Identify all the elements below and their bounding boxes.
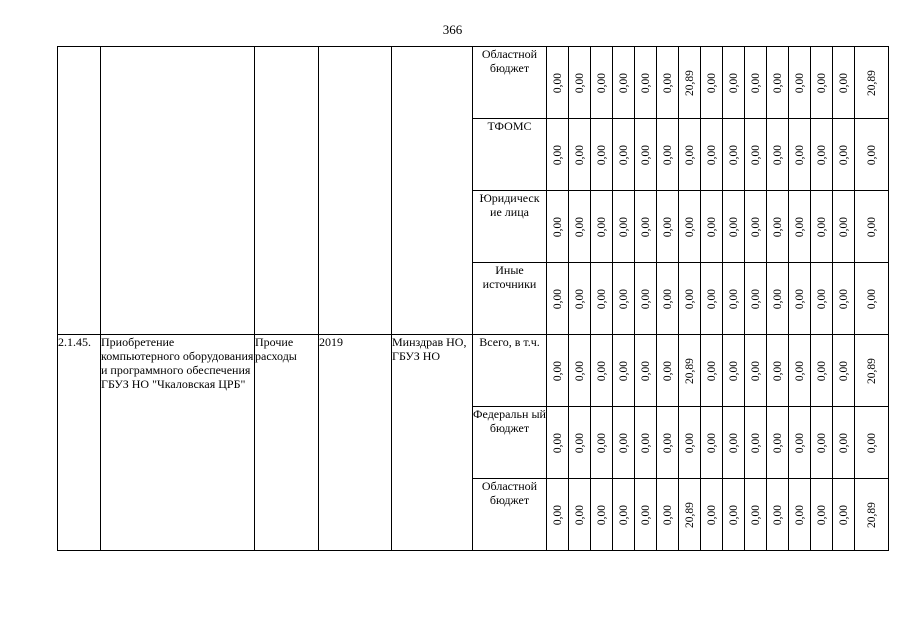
- value-text: 0,00: [617, 72, 630, 93]
- value-cell: [679, 119, 701, 191]
- value-cell: [591, 191, 613, 263]
- value-text: 20,89: [683, 69, 696, 96]
- value-cell: [855, 407, 889, 479]
- funding-source: Юридическ ие лица: [473, 191, 547, 263]
- funding-source: ТФОМС: [473, 119, 547, 191]
- continuation-cell: [392, 47, 473, 335]
- value-cell: [723, 407, 745, 479]
- value-cell: [635, 479, 657, 551]
- value-cell: [723, 479, 745, 551]
- value-text: 0,00: [683, 432, 696, 453]
- value-cell: [789, 479, 811, 551]
- value-text: 0,00: [661, 288, 674, 309]
- value-cell: [811, 119, 833, 191]
- value-text: 0,00: [727, 432, 740, 453]
- funding-source: Областной бюджет: [473, 479, 547, 551]
- value-cell: [767, 47, 789, 119]
- value-cell: [547, 119, 569, 191]
- value-cell: [613, 191, 635, 263]
- value-cell: [855, 335, 889, 407]
- value-text: 20,89: [683, 357, 696, 384]
- value-text: 0,00: [551, 216, 564, 237]
- value-text: 0,00: [551, 360, 564, 381]
- value-cell: [569, 335, 591, 407]
- value-cell: [657, 335, 679, 407]
- value-cell: [789, 263, 811, 335]
- value-text: 0,00: [661, 360, 674, 381]
- value-text: 0,00: [573, 216, 586, 237]
- value-text: 0,00: [865, 144, 878, 165]
- value-text: 0,00: [595, 72, 608, 93]
- value-text: 0,00: [771, 216, 784, 237]
- item-executor: Минздрав НО, ГБУЗ НО: [392, 335, 473, 551]
- value-text: 0,00: [595, 504, 608, 525]
- value-cell: [833, 119, 855, 191]
- value-cell: [591, 47, 613, 119]
- continuation-cell: [101, 47, 255, 335]
- value-cell: [547, 407, 569, 479]
- value-cell: [745, 407, 767, 479]
- value-text: 0,00: [573, 288, 586, 309]
- value-cell: [613, 479, 635, 551]
- value-cell: [811, 335, 833, 407]
- value-text: 0,00: [661, 504, 674, 525]
- value-cell: [591, 335, 613, 407]
- value-cell: [547, 191, 569, 263]
- value-text: 0,00: [573, 72, 586, 93]
- value-cell: [613, 119, 635, 191]
- value-text: 0,00: [595, 144, 608, 165]
- value-text: 0,00: [661, 144, 674, 165]
- value-cell: [657, 263, 679, 335]
- value-text: 0,00: [705, 288, 718, 309]
- value-text: 0,00: [749, 432, 762, 453]
- value-text: 0,00: [837, 216, 850, 237]
- value-text: 0,00: [837, 432, 850, 453]
- value-cell: [855, 119, 889, 191]
- value-cell: [679, 191, 701, 263]
- value-text: 0,00: [639, 144, 652, 165]
- value-text: 0,00: [551, 432, 564, 453]
- value-text: 0,00: [749, 288, 762, 309]
- continuation-cell: [319, 47, 392, 335]
- value-text: 0,00: [815, 504, 828, 525]
- value-cell: [569, 407, 591, 479]
- value-cell: [833, 407, 855, 479]
- value-text: 0,00: [793, 216, 806, 237]
- value-cell: [635, 119, 657, 191]
- value-cell: [811, 191, 833, 263]
- value-cell: [789, 119, 811, 191]
- value-cell: [855, 191, 889, 263]
- value-text: 0,00: [727, 504, 740, 525]
- value-text: 0,00: [573, 360, 586, 381]
- value-text: 0,00: [551, 72, 564, 93]
- budget-table: [57, 46, 889, 551]
- value-text: 0,00: [705, 216, 718, 237]
- value-text: 0,00: [793, 432, 806, 453]
- value-cell: [591, 479, 613, 551]
- value-text: 0,00: [837, 288, 850, 309]
- value-cell: [547, 47, 569, 119]
- value-text: 0,00: [595, 216, 608, 237]
- page-number: 366: [442, 22, 463, 37]
- value-cell: [635, 335, 657, 407]
- value-cell: [745, 335, 767, 407]
- value-cell: [789, 407, 811, 479]
- value-cell: [723, 263, 745, 335]
- value-cell: [833, 47, 855, 119]
- value-text: 0,00: [749, 216, 762, 237]
- value-text: 0,00: [771, 360, 784, 381]
- value-text: 0,00: [815, 216, 828, 237]
- value-cell: [613, 263, 635, 335]
- value-text: 0,00: [639, 288, 652, 309]
- value-cell: [657, 47, 679, 119]
- value-text: 0,00: [617, 216, 630, 237]
- value-cell: [789, 335, 811, 407]
- value-text: 0,00: [595, 288, 608, 309]
- value-text: 0,00: [837, 144, 850, 165]
- value-cell: [591, 119, 613, 191]
- value-text: 0,00: [815, 360, 828, 381]
- value-cell: [723, 119, 745, 191]
- value-cell: [569, 191, 591, 263]
- value-text: 0,00: [705, 72, 718, 93]
- value-text: 0,00: [793, 288, 806, 309]
- funding-source: Иные источники: [473, 263, 547, 335]
- value-cell: [547, 479, 569, 551]
- value-text: 0,00: [661, 72, 674, 93]
- value-cell: [591, 407, 613, 479]
- value-text: 0,00: [749, 144, 762, 165]
- value-text: 0,00: [771, 72, 784, 93]
- value-cell: [613, 335, 635, 407]
- continuation-cell: [58, 47, 101, 335]
- value-text: 0,00: [705, 504, 718, 525]
- value-cell: [833, 263, 855, 335]
- value-cell: [569, 47, 591, 119]
- value-text: 20,89: [865, 357, 878, 384]
- value-cell: [789, 47, 811, 119]
- value-text: 0,00: [617, 360, 630, 381]
- funding-source: Областной бюджет: [473, 47, 547, 119]
- value-cell: [679, 335, 701, 407]
- value-cell: [569, 119, 591, 191]
- value-text: 20,89: [865, 501, 878, 528]
- value-cell: [635, 263, 657, 335]
- value-cell: [635, 47, 657, 119]
- value-text: 0,00: [705, 432, 718, 453]
- value-cell: [635, 407, 657, 479]
- value-cell: [657, 407, 679, 479]
- value-cell: [679, 263, 701, 335]
- value-text: 0,00: [617, 144, 630, 165]
- funding-source: Всего, в т.ч.: [473, 335, 547, 407]
- value-cell: [657, 119, 679, 191]
- value-text: 0,00: [705, 144, 718, 165]
- table-row: [58, 47, 889, 119]
- value-text: 0,00: [617, 504, 630, 525]
- value-text: 0,00: [595, 360, 608, 381]
- value-cell: [569, 479, 591, 551]
- value-text: 0,00: [749, 360, 762, 381]
- value-text: 0,00: [551, 504, 564, 525]
- value-text: 0,00: [815, 72, 828, 93]
- continuation-cell: [255, 47, 319, 335]
- value-text: 0,00: [661, 216, 674, 237]
- value-text: 0,00: [727, 288, 740, 309]
- value-text: 0,00: [639, 432, 652, 453]
- value-text: 0,00: [793, 360, 806, 381]
- value-cell: [569, 263, 591, 335]
- value-cell: [767, 191, 789, 263]
- value-text: 0,00: [727, 360, 740, 381]
- value-cell: [723, 335, 745, 407]
- value-cell: [701, 191, 723, 263]
- value-cell: [745, 191, 767, 263]
- value-text: 0,00: [617, 432, 630, 453]
- value-cell: [767, 119, 789, 191]
- value-text: 0,00: [727, 144, 740, 165]
- value-cell: [745, 479, 767, 551]
- value-text: 0,00: [595, 432, 608, 453]
- value-cell: [833, 479, 855, 551]
- value-text: 0,00: [639, 216, 652, 237]
- value-text: 0,00: [639, 504, 652, 525]
- value-cell: [767, 479, 789, 551]
- value-cell: [613, 407, 635, 479]
- value-cell: [657, 191, 679, 263]
- value-cell: [701, 263, 723, 335]
- value-text: 0,00: [815, 144, 828, 165]
- value-text: 0,00: [573, 432, 586, 453]
- value-cell: [613, 47, 635, 119]
- value-text: 0,00: [793, 144, 806, 165]
- value-cell: [591, 263, 613, 335]
- value-cell: [723, 47, 745, 119]
- value-cell: [789, 191, 811, 263]
- value-cell: [679, 407, 701, 479]
- value-text: 0,00: [639, 360, 652, 381]
- value-cell: [657, 479, 679, 551]
- item-expense-type: Прочие расходы: [255, 335, 319, 551]
- value-text: 0,00: [683, 288, 696, 309]
- value-text: 0,00: [865, 432, 878, 453]
- value-text: 0,00: [551, 288, 564, 309]
- value-cell: [811, 479, 833, 551]
- value-text: 0,00: [793, 72, 806, 93]
- value-text: 0,00: [771, 504, 784, 525]
- value-text: 20,89: [683, 501, 696, 528]
- item-name: Приобретение компьютерного оборудования и программного обеспечения ГБУЗ НО "Чкаловская ЦРБ": [101, 335, 255, 551]
- value-text: 0,00: [837, 72, 850, 93]
- value-text: 0,00: [727, 72, 740, 93]
- value-text: 20,89: [865, 69, 878, 96]
- value-cell: [855, 263, 889, 335]
- item-number: 2.1.45.: [58, 335, 101, 551]
- value-text: 0,00: [771, 432, 784, 453]
- value-cell: [811, 263, 833, 335]
- value-text: 0,00: [771, 288, 784, 309]
- value-text: 0,00: [815, 432, 828, 453]
- value-text: 0,00: [793, 504, 806, 525]
- value-cell: [547, 335, 569, 407]
- value-cell: [701, 407, 723, 479]
- value-cell: [701, 479, 723, 551]
- value-text: 0,00: [837, 504, 850, 525]
- value-text: 0,00: [661, 432, 674, 453]
- funding-source: Федеральн ый бюджет: [473, 407, 547, 479]
- value-cell: [767, 407, 789, 479]
- value-cell: [635, 191, 657, 263]
- value-cell: [745, 263, 767, 335]
- value-text: 0,00: [865, 288, 878, 309]
- value-cell: [811, 407, 833, 479]
- value-text: 0,00: [617, 288, 630, 309]
- value-text: 0,00: [727, 216, 740, 237]
- item-year: 2019: [319, 335, 392, 551]
- value-text: 0,00: [573, 144, 586, 165]
- value-cell: [701, 47, 723, 119]
- value-cell: [679, 47, 701, 119]
- value-text: 0,00: [573, 504, 586, 525]
- value-cell: [811, 47, 833, 119]
- value-cell: [855, 479, 889, 551]
- value-cell: [745, 119, 767, 191]
- value-text: 0,00: [705, 360, 718, 381]
- table-row: [58, 335, 889, 407]
- value-text: 0,00: [749, 504, 762, 525]
- value-text: 0,00: [551, 144, 564, 165]
- value-cell: [701, 119, 723, 191]
- value-cell: [767, 263, 789, 335]
- value-cell: [547, 263, 569, 335]
- value-text: 0,00: [771, 144, 784, 165]
- value-cell: [679, 479, 701, 551]
- value-text: 0,00: [837, 360, 850, 381]
- value-text: 0,00: [639, 72, 652, 93]
- value-cell: [767, 335, 789, 407]
- value-cell: [745, 47, 767, 119]
- value-text: 0,00: [865, 216, 878, 237]
- value-text: 0,00: [683, 216, 696, 237]
- value-cell: [723, 191, 745, 263]
- value-cell: [855, 47, 889, 119]
- value-text: 0,00: [749, 72, 762, 93]
- value-cell: [701, 335, 723, 407]
- value-cell: [833, 335, 855, 407]
- value-cell: [833, 191, 855, 263]
- value-text: 0,00: [683, 144, 696, 165]
- value-text: 0,00: [815, 288, 828, 309]
